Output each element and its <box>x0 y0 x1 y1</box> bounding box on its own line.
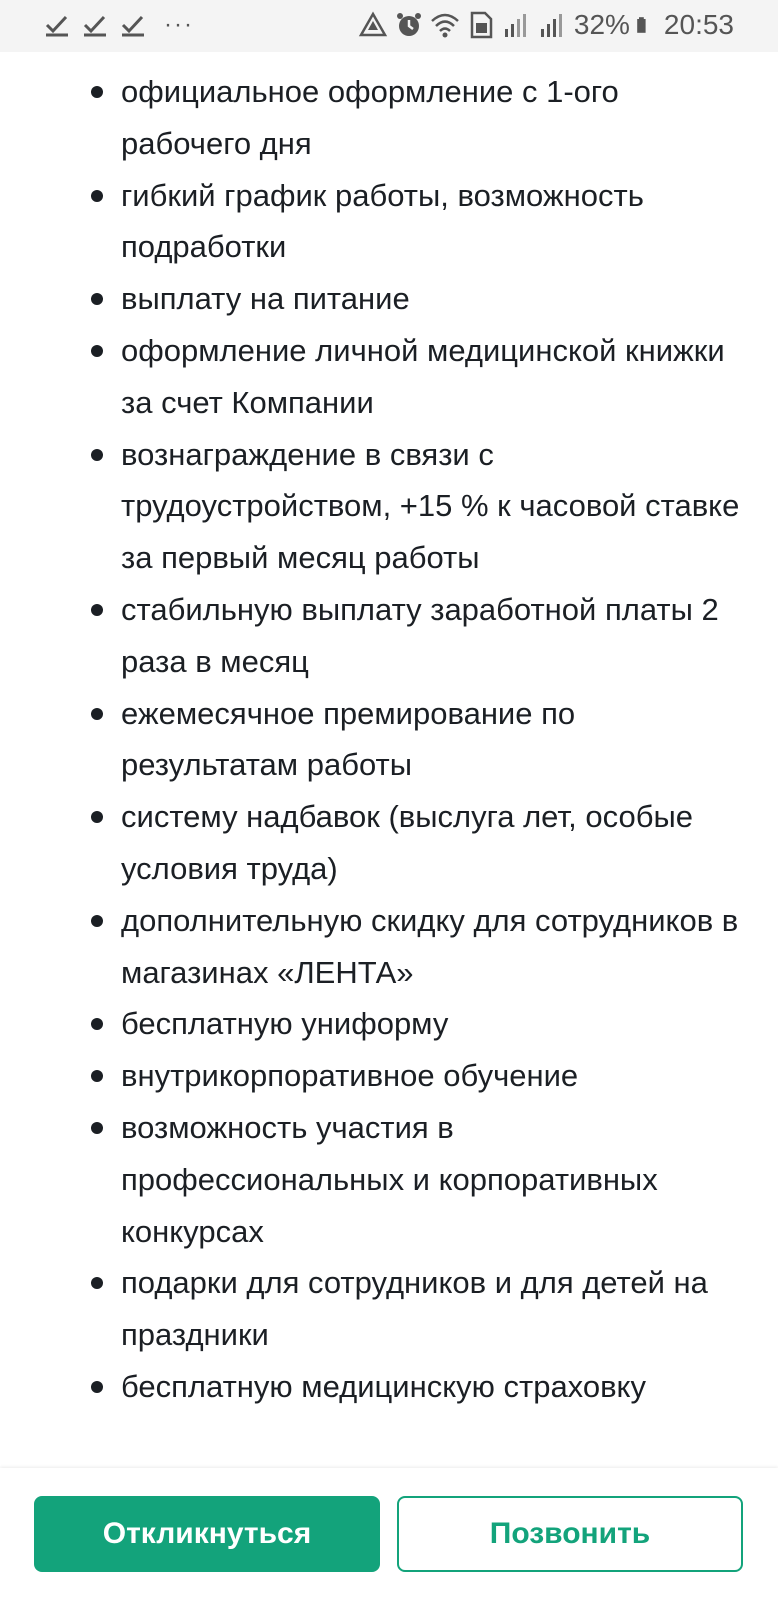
list-item-text: дополнительную скидку для сотрудников в магазинах «ЛЕНТА» <box>121 902 739 990</box>
bullet-icon <box>91 1018 103 1030</box>
list-item <box>0 998 778 1050</box>
status-bar <box>0 0 778 52</box>
wifi-icon <box>430 11 460 39</box>
list-item <box>0 1361 778 1413</box>
list-item-text: систему надбавок (выслуга лет, особые условия труда) <box>121 799 693 886</box>
bullet-icon <box>91 345 103 357</box>
list-item-text: гибкий график работы, возможность подработки <box>121 177 644 265</box>
list-item-text: внутрикорпоративное обучение <box>121 1058 579 1094</box>
action-bar <box>0 1468 778 1600</box>
signal-icon <box>502 11 532 39</box>
respond-button[interactable]: Откликнуться <box>34 1496 380 1572</box>
bullet-icon <box>91 1122 103 1134</box>
alarm-icon <box>394 11 424 39</box>
list-item-text: подарки для сотрудников и для детей на праздники <box>121 1265 708 1353</box>
bullet-icon <box>91 1070 103 1082</box>
list-item-text: возможность участия в профессиональных и корпоративных конкурсах <box>121 1109 658 1249</box>
list-item <box>0 791 778 895</box>
list-item <box>0 66 778 170</box>
list-item-text: официальное оформление с 1-ого рабочего дня <box>121 74 619 161</box>
sim-icon <box>466 11 496 39</box>
list-item <box>0 325 778 429</box>
check-icon <box>120 12 146 38</box>
bullet-icon <box>91 190 103 202</box>
list-item <box>0 273 778 325</box>
more-notifications-icon: ··· <box>164 11 194 38</box>
list-item-text: выплату на питание <box>121 281 410 317</box>
list-item <box>0 895 778 999</box>
notification-icons <box>44 12 194 38</box>
benefits-list <box>0 66 778 1413</box>
list-item <box>0 170 778 274</box>
list-item-text: ежемесячное премирование по результатам работы <box>121 695 576 783</box>
list-item-text: вознаграждение в связи с трудоустройством, +15 % к часовой ставке за первый месяц работы <box>121 436 740 576</box>
battery-percent: 32% <box>573 9 630 40</box>
list-item <box>0 584 778 688</box>
list-item <box>0 688 778 792</box>
list-item-text: стабильную выплату заработной платы 2 раза в месяц <box>121 591 719 679</box>
bullet-icon <box>91 708 103 720</box>
list-item <box>0 1050 778 1102</box>
bullet-icon <box>91 1381 103 1393</box>
list-item <box>0 1257 778 1361</box>
bullet-icon <box>91 604 103 616</box>
system-icons <box>352 10 734 40</box>
bullet-icon <box>91 811 103 823</box>
call-button[interactable]: Позвонить <box>397 1496 743 1572</box>
list-item <box>0 1102 778 1257</box>
list-item <box>0 429 778 584</box>
bullet-icon <box>91 293 103 305</box>
clock: 20:53 <box>663 9 734 40</box>
battery-icon <box>636 11 654 39</box>
list-item-text: бесплатную медицинскую страховку <box>121 1368 646 1404</box>
bullet-icon <box>91 1277 103 1289</box>
bullet-icon <box>91 86 103 98</box>
check-icon <box>82 12 108 38</box>
bullet-icon <box>91 915 103 927</box>
bullet-icon <box>91 449 103 461</box>
signal-icon <box>538 11 568 39</box>
list-item-text: оформление личной медицинской книжки за счет Компании <box>121 332 725 420</box>
recycle-icon <box>358 11 388 39</box>
check-icon <box>44 12 70 38</box>
list-item-text: бесплатную униформу <box>121 1006 449 1042</box>
